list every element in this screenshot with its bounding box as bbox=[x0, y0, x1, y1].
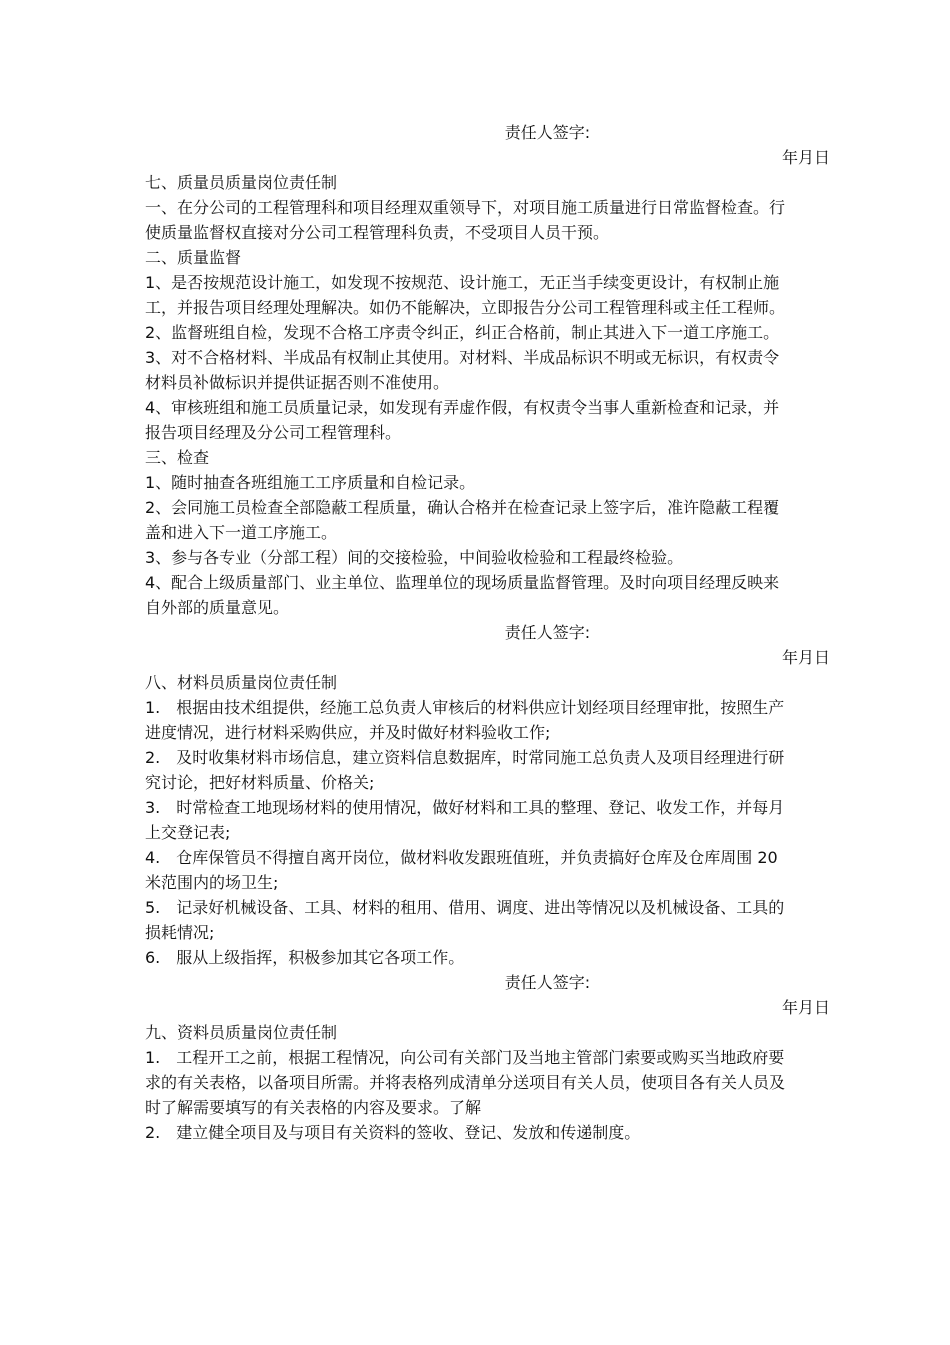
paragraph: 4. 仓库保管员不得擅自离开岗位，做材料收发跟班值班，并负责搞好仓库及仓库周围 20 米范围内的场卫生; bbox=[145, 848, 778, 892]
paragraph: 3、参与各专业（分部工程）间的交接检验，中间验收检验和工程最终检验。 bbox=[145, 548, 684, 567]
signature-line: 责任人签字: bbox=[504, 973, 591, 992]
subsection-heading: 二、质量监督 bbox=[145, 248, 242, 267]
paragraph: 2、监督班组自检，发现不合格工序责令纠正，纠正合格前，制止其进入下一道工序施工。 bbox=[145, 323, 780, 342]
paragraph: 一、在分公司的工程管理科和项目经理双重领导下，对项目施工质量进行日常监督检查。行使质量监督权直接对分公司工程管理科负责，不受项目人员干预。 bbox=[145, 198, 786, 242]
paragraph: 4、配合上级质量部门、业主单位、监理单位的现场质量监督管理。及时向项目经理反映来自外部的质量意见。 bbox=[145, 573, 780, 617]
section-heading: 九、资料员质量岗位责任制 bbox=[145, 1023, 338, 1042]
paragraph: 2. 建立健全项目及与项目有关资料的签收、登记、发放和传递制度。 bbox=[145, 1123, 641, 1142]
section-heading: 七、质量员质量岗位责任制 bbox=[145, 173, 338, 192]
paragraph: 3、对不合格材料、半成品有权制止其使用。对材料、半成品标识不明或无标识，有权责令材料员补做标识并提供证据否则不准使用。 bbox=[145, 348, 780, 392]
paragraph: 4、审核班组和施工员质量记录，如发现有弄虚作假，有权责令当事人重新检查和记录，并报告项目经理及分公司工程管理科。 bbox=[145, 398, 780, 442]
paragraph: 2、会同施工员检查全部隐蔽工程质量，确认合格并在检查记录上签字后，准许隐蔽工程覆盖和进入下一道工序施工。 bbox=[145, 498, 780, 542]
paragraph: 5. 记录好机械设备、工具、材料的租用、借用、调度、进出等情况以及机械设备、工具的损耗情况; bbox=[145, 898, 785, 942]
subsection-heading: 三、检查 bbox=[145, 448, 210, 467]
paragraph: 1. 根据由技术组提供，经施工总负责人审核后的材料供应计划经项目经理审批，按照生产进度情况，进行材料采购供应，并及时做好材料验收工作; bbox=[145, 698, 785, 742]
document-page bbox=[145, 120, 830, 1145]
date-line: 年月日 bbox=[781, 998, 830, 1017]
signature-line: 责任人签字: bbox=[504, 623, 591, 642]
signature-line: 责任人签字: bbox=[504, 123, 591, 142]
date-line: 年月日 bbox=[781, 148, 830, 167]
paragraph: 2. 及时收集材料市场信息，建立资料信息数据库，时常同施工总负责人及项目经理进行研究讨论，把好材料质量、价格关; bbox=[145, 748, 785, 792]
paragraph: 6. 服从上级指挥，积极参加其它各项工作。 bbox=[145, 948, 465, 967]
paragraph: 3. 时常检查工地现场材料的使用情况，做好材料和工具的整理、登记、收发工作，并每月上交登记表; bbox=[145, 798, 785, 842]
paragraph: 1、是否按规范设计施工，如发现不按规范、设计施工，无正当手续变更设计，有权制止施工，并报告项目经理处理解决。如仍不能解决，立即报告分公司工程管理科或主任工程师。 bbox=[145, 273, 786, 317]
paragraph: 1. 工程开工之前，根据工程情况，向公司有关部门及当地主管部门索要或购买当地政府要求的有关表格，以备项目所需。并将表格列成清单分送项目有关人员，使项目各有关人员及时了解需要填写的有关表格的内容及要求。了解 bbox=[145, 1048, 786, 1117]
date-line: 年月日 bbox=[781, 648, 830, 667]
paragraph: 1、随时抽查各班组施工工序质量和自检记录。 bbox=[145, 473, 476, 492]
section-heading: 八、材料员质量岗位责任制 bbox=[145, 673, 338, 692]
